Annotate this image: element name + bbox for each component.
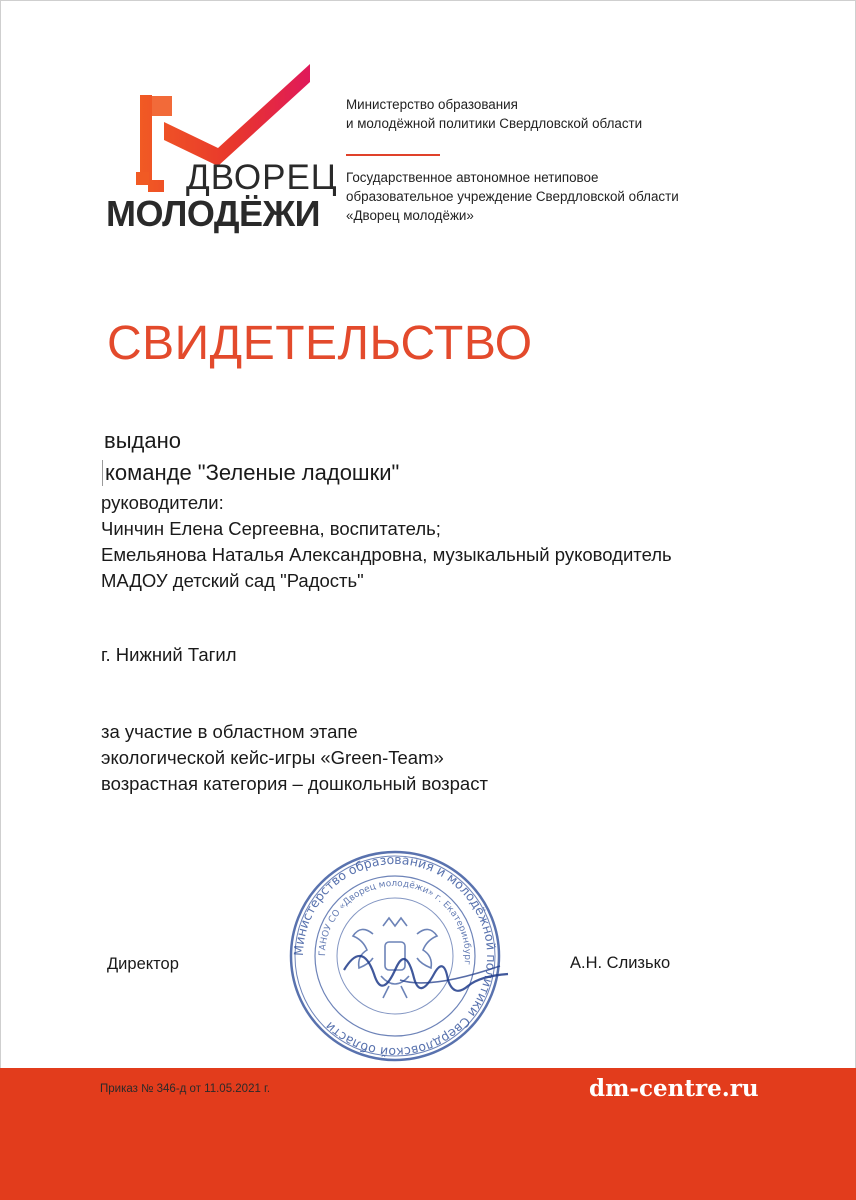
leader-2: Емельянова Наталья Александровна, музыкальный руководитель	[101, 544, 672, 565]
institution-line1: Государственное автономное нетиповое	[346, 170, 599, 185]
logo-line1: ДВОРЕЦ	[186, 158, 338, 197]
organization-name: МАДОУ детский сад "Радость"	[101, 570, 364, 591]
ministry-line2: и молодёжной политики Свердловской области	[346, 116, 643, 131]
ministry-line1: Министерство образования	[346, 97, 518, 112]
seal-inner-text: ГАНОУ СО «Дворец молодёжи» г. Екатеринбург	[317, 878, 473, 966]
city: г. Нижний Тагил	[101, 644, 237, 665]
logo-line2: МОЛОДЁЖИ	[106, 193, 321, 234]
certificate-title: СВИДЕТЕЛЬСТВО	[107, 317, 533, 370]
director-signature	[340, 930, 510, 1010]
website-link[interactable]: dm-centre.ru	[589, 1075, 759, 1102]
reason-line3: возрастная категория – дошкольный возраст	[101, 773, 488, 794]
director-label: Директор	[107, 955, 179, 973]
issued-to-label: выдано	[104, 428, 181, 453]
leader-1: Чинчин Елена Сергеевна, воспитатель;	[101, 518, 441, 539]
institution-line2: образовательное учреждение Свердловской области	[346, 189, 679, 204]
team-name: команде "Зеленые ладошки"	[102, 460, 399, 486]
institution-line3: «Дворец молодёжи»	[346, 208, 474, 223]
leaders-block	[101, 490, 672, 594]
order-number: Приказ № 346-д от 11.05.2021 г.	[100, 1083, 271, 1095]
leaders-label: руководители:	[101, 492, 224, 513]
ministry-header	[346, 95, 642, 133]
director-name: А.Н. Слизько	[570, 954, 671, 972]
institution-header	[346, 168, 679, 225]
participation-block	[101, 719, 488, 797]
reason-line2: экологической кейс-игры «Green-Team»	[101, 747, 444, 768]
header-divider	[346, 154, 440, 156]
reason-line1: за участие в областном этапе	[101, 721, 358, 742]
seal-outer-text: Министерство образования и молодёжной политики Свердловской области	[290, 851, 500, 1061]
